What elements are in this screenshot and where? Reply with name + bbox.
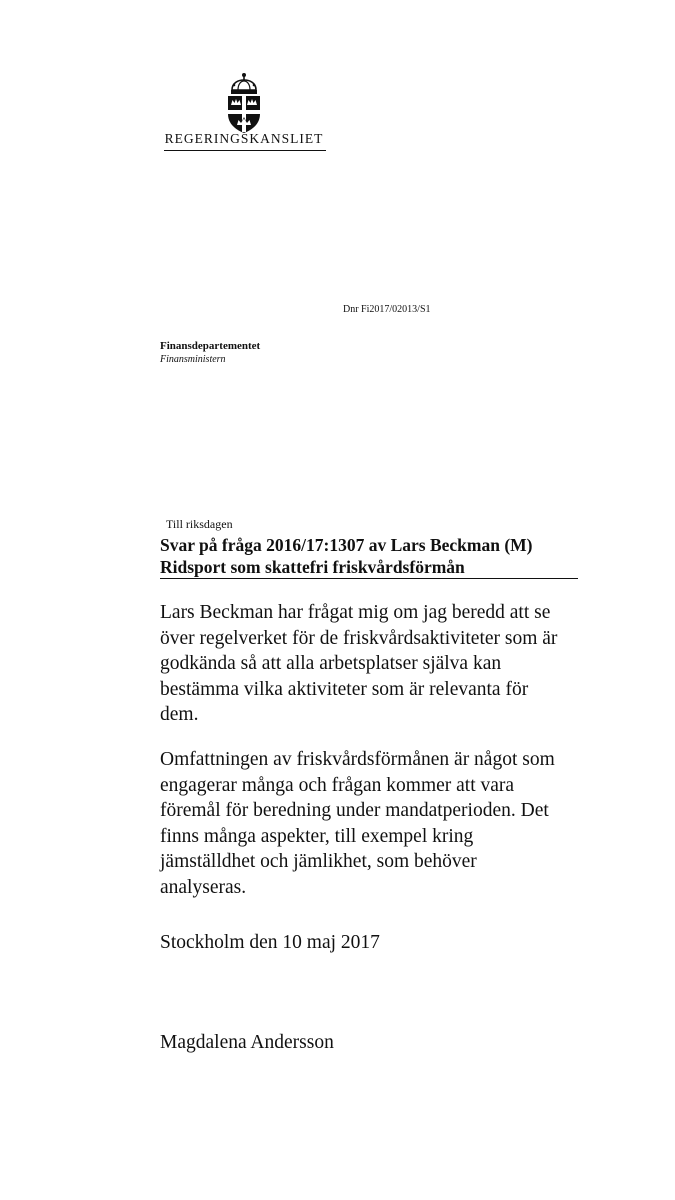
heading-line: Ridsport som skattefri friskvårdsförmån (160, 557, 465, 577)
text-line: jämställdhet och jämlikhet, som behöver (160, 851, 477, 872)
place-and-date: Stockholm den 10 maj 2017 (160, 932, 380, 953)
agency-name: REGERINGSKANSLIET (164, 131, 324, 146)
department-name: Finansdepartementet (160, 340, 261, 352)
paragraph-answer (160, 747, 580, 900)
heading-divider (160, 578, 578, 579)
text-line: över regelverket för de friskvårdsaktiviteter som är (160, 627, 558, 649)
text-line: finns många aspekter, till exempel kring (160, 825, 474, 847)
recipient: Till riksdagen (166, 517, 233, 531)
text-line: bestämma vilka aktiviteter som är relevanta för (160, 678, 529, 700)
office-name: Finansministern (160, 354, 226, 365)
agency-divider (164, 150, 326, 151)
text-line: analyseras. (160, 876, 247, 898)
heading-line: Svar på fråga 2016/17:1307 av Lars Beckman (M) (160, 535, 533, 555)
text-line: dem. (160, 704, 199, 725)
reference-number: Dnr Fi2017/02013/S1 (343, 304, 431, 315)
answer-heading (160, 534, 580, 578)
paragraph-question (160, 600, 580, 728)
signatory-name: Magdalena Andersson (160, 1032, 334, 1053)
crown-shield-icon (222, 72, 266, 134)
text-line: engagerar många och frågan kommer att vara (160, 774, 515, 796)
text-line: föremål för beredning under mandatperioden. Det (160, 800, 549, 821)
text-line: Omfattningen av friskvårdsförmånen är något som (160, 749, 555, 770)
text-line: Lars Beckman har frågat mig om jag beredd att se (160, 602, 551, 623)
text-line: godkända så att alla arbetsplatser själva kan (160, 653, 502, 674)
